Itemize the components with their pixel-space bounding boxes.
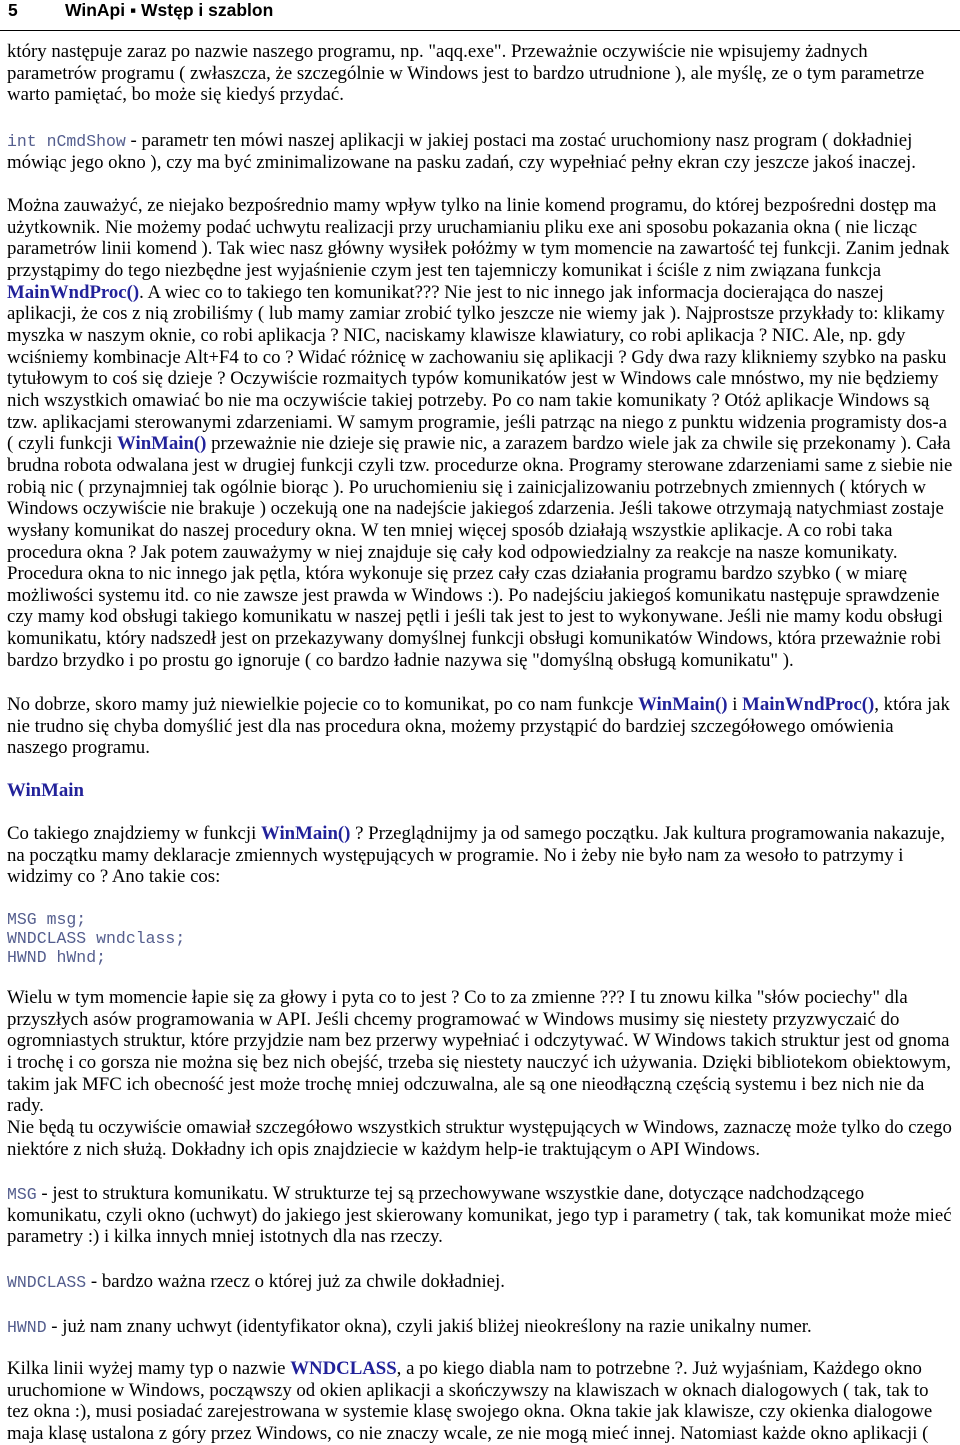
text-line: Procedura okna to nic innego jak pętla, która wykonuje się przez cały czas działania programu bardzo szybko ( w miarę: [7, 563, 908, 585]
inline-code: int nCmdShow: [7, 132, 126, 151]
function-name: MainWndProc(): [7, 281, 140, 303]
text-segment: No dobrze, skoro mamy już niewielkie pojecie co to komunikat, po co nam funkcje: [7, 694, 639, 715]
text-line: widzimy co ? Ano takie cos:: [7, 866, 221, 888]
paragraph: [7, 41, 924, 106]
function-name: WinMain(): [117, 433, 207, 455]
text-line: aplikacji, że cos z nią zrobiliśmy ( lub mamy zamiar zrobić tylko jeszcze nie wiemy jak ). Najprostsze przykłady to: klikamy: [7, 303, 945, 325]
code-line: MSG msg;: [7, 910, 87, 929]
text-line: myszka w naszym oknie, co robi aplikacja ? NIC, naciskamy klawisze klawiatury, co robi aplikacja ? NIC. Ale, np. gdy: [7, 324, 906, 346]
paragraph: [7, 130, 916, 173]
text-line: niektóre z nich służą. Dokładny ich opis znajdziecie w każdym help-ie traktującym o API Windows.: [7, 1138, 761, 1160]
text-line: [7, 1271, 505, 1293]
text-line: nie trudno się chyba domyślić jest dla nas procedura okna, możemy przystąpić do bardziej szczegółowego omówienia: [7, 715, 894, 737]
text-line: na początku mamy deklaracje zmiennych występujących w programie. No i żeby nie było nam za wesoło to patrzymy i: [7, 844, 904, 866]
header-title: WinApi ▪ Wstęp i szablon: [65, 0, 274, 20]
text-segment: Co takiego znajdziemy w funkcji: [7, 823, 261, 844]
text-line: [7, 823, 945, 845]
text-line: komunikatu, który nadszedł jest on przekazywany domyślnej funkcji obsługi komunikatów Windows, która przeważnie robi: [7, 628, 942, 650]
text-segment: . A wiec co to takiego ten komunikat??? Nie jest to nic innego jak informacja docierająca do naszej: [139, 281, 884, 303]
text-line: [7, 1183, 864, 1205]
text-segment: ( czyli funkcji: [7, 433, 118, 455]
paragraph: [7, 1271, 505, 1293]
text-line: [7, 130, 912, 152]
text-segment: - bardzo ważna rzecz o której już za chwile dokładniej.: [86, 1271, 505, 1292]
text-line: rady.: [7, 1095, 44, 1117]
text-line: tzw. aplikacjami sterowanymi zdarzeniami. W samym programie, jeśli patrząc na niego z punktu widzenia programisty dos-a: [7, 411, 947, 433]
text-line: [7, 1316, 812, 1338]
text-line: [7, 282, 884, 304]
paragraph: [7, 1183, 952, 1248]
text-segment: Kilka linii wyżej mamy typ o nazwie: [7, 1358, 291, 1379]
text-line: czy mamy kod obsługi takiego komunikatu w naszej pętli i jeśli tak jest to jest to wykonywane. Jeśli nie mamy kodu obsługi: [7, 606, 943, 628]
text-line: parametry :) i kilka innych mniej istotnych dla nas rzeczy.: [7, 1226, 443, 1248]
text-segment: - już nam znany uchwyt (identyfikator okna), czyli jakiś bliżej nieokreślony na razie unikalny numer.: [46, 1316, 812, 1337]
text-line: brudna robota odwalana jest w drugiej funkcji czyli tzw. procedurze okna. Programy sterowane zdarzeniami same z siebie nie: [7, 454, 953, 476]
text-line: Windows oczywiście nie brakuje ) oczekują one na nadejście jakiegoś zdarzenia. Jeśli takowe otrzymają natychmiast zostaje: [7, 498, 944, 520]
function-name: MainWndProc(): [742, 694, 875, 715]
text-segment: , która jak: [874, 694, 950, 715]
text-line: takim jak MFC ich obecność jest może trochę mniej odczuwalna, ale są one nieodłączną częścią systemu i bez nich nie da: [7, 1073, 925, 1095]
text-line: uruchomione w Windows, począwszy od okien aplikacji a skończywszy na klawiszach w oknach dialogowych ( tak, tak to: [7, 1379, 929, 1401]
text-segment: - parametr ten mówi naszej aplikacji w jakiej postaci ma zostać uruchomiony nasz program ( dokładniej: [125, 130, 913, 151]
page-number: 5: [8, 0, 18, 20]
text-line: który następuje zaraz po nazwie naszego programu, np. "aqq.exe". Przeważnie oczywiście nie wpisujemy żadnych: [7, 41, 868, 62]
code-block: [7, 910, 185, 967]
text-line: procedura okna ? Jak potem zauważymy w niej znajduje się cały kod odpowiedzialny za reakcje na nasze komunikaty.: [7, 541, 898, 563]
paragraph: [7, 195, 952, 671]
text-line: naszego programu.: [7, 737, 150, 759]
text-line: Można zauważyć, ze niejako bezpośrednio mamy wpływ tylko na linie komend programu, do której bezpośredni dostęp ma: [7, 195, 937, 216]
text-line: [7, 433, 951, 455]
text-line: bardzo brzydko i po prostu go ignoruje ( co bardzo ładnie nazywa się "domyślną obsługą komunikatu" ).: [7, 649, 794, 671]
text-line: [7, 694, 950, 716]
text-line: komunikatu, czyli okno (uchwyt) do jakiego jest skierowany komunikat, jego typ i parametry ( tak, tak komunikat może mieć: [7, 1204, 952, 1226]
text-line: Nie będą tu oczywiście omawiał szczegółowo wszystkich struktur występujących w Windows, zaznaczę może tylko do czego: [7, 1116, 952, 1138]
section-heading: [7, 780, 84, 802]
text-line: przyszłych asów programowania w API. Jeśli chcemy programować w Windows musimy się niestety przyzwyczaić do: [7, 1008, 900, 1030]
type-name: WNDCLASS: [290, 1358, 397, 1379]
paragraph: [7, 1358, 932, 1445]
code-line: HWND hWnd;: [7, 948, 107, 967]
text-line: i trochę i co gorsza nie można się bez nich obejść, trzeba się niestety nauczyć ich używania. Dzięki bibliotekom obiektowym,: [7, 1051, 951, 1073]
text-line: [7, 1358, 922, 1380]
text-line: wysłany komunikat do naszej procedury okna. W ten mniej więcej sposób działają wszystkie aplikacje. A co robi taka: [7, 519, 893, 541]
text-segment: - jest to struktura komunikatu. W strukturze tej są przechowywane wszystkie dane, dotyczące nadchodzącego: [36, 1183, 865, 1204]
text-segment: przeważnie nie dzieje się prawie nic, a zarazem bardzo wiele jak za chwile się przekonamy ). Cała: [206, 433, 951, 455]
text-segment: , a po kiego diabla nam to potrzebne ?. Już wyjaśniam, Każdego okno: [396, 1358, 922, 1379]
section-heading-text: WinMain: [7, 780, 84, 801]
paragraph: [7, 1316, 812, 1338]
text-line: robią nic ( przynajmniej tak ogólnie biorąc ). Po uruchomieniu się i zainicjalizowaniu potrzebnych zmiennych ( których w: [7, 476, 926, 498]
text-line: tytułowym to coś się dzieje ? Oczywiście rozmaitych typów komunikatów jest w Windows cale mnóstwo, my nie będziemy: [7, 368, 939, 390]
function-name: WinMain(): [261, 823, 351, 844]
text-line: wciśniemy kombinacje Alt+F4 to co ? Widać różnicę w zachowaniu się aplikacji ? Gdy dwa razy klikniemy szybko na pasku: [7, 346, 947, 368]
type-name: WNDCLASS: [7, 1273, 87, 1292]
text-line: maja klasę ustalona z góry przez Windows, co nie znaczy wcale, ze nie mogą mieć innej. Natomiast każde okno aplikacji (: [7, 1422, 929, 1444]
text-line: mówiąc jego okno ), czy ma być zminimalizowane na pasku zadań, czy wypełniać pełny ekran czy jeszcze jakoś inaczej.: [7, 151, 916, 173]
text-line: możliwości systemu itd. co nie zawsze jest prawda w Windows :). Po nadejściu jakiegoś komunikatu następuje sprawdzenie: [7, 584, 940, 606]
page-header: [0, 0, 960, 31]
paragraph: [7, 694, 950, 759]
code-line: WNDCLASS wndclass;: [7, 929, 186, 948]
type-name: HWND: [7, 1318, 47, 1337]
text-line: warto pamiętać, bo może się kiedyś przydać.: [7, 84, 344, 106]
text-line: parametrów linii komend ). Tak wiec nasz główny wysiłek połóżmy w tym momencie na zawartość tej funkcji. Zanim jednak: [7, 238, 950, 260]
function-name: WinMain(): [638, 694, 728, 715]
text-line: ogromniastych struktur, które przyjdzie nam bez przerwy wypełniać i odczytywać. W Windows takich struktur jest od gnoma: [7, 1030, 950, 1052]
text-line: użytkownik. Nie możemy podać uchwytu realizacji przy uruchamianiu pliku exe ani sposobu pokazania okna ( nie licząc: [7, 216, 918, 238]
text-line: nich wszystkich omawiać bo nie ma oczywiście takiej potrzeby. Po co nam takie komunikaty ? Otóż aplikacje Windows są: [7, 389, 930, 411]
paragraph: [7, 823, 945, 888]
text-line: Wielu w tym momencie łapie się za głowy i pyta co to jest ? Co to za zmienne ??? I tu znowu kilka "słów pociechy" dla: [7, 987, 908, 1008]
text-line: przystąpimy do tego niezbędne jest wyjaśnienie czym jest ten tajemniczy komunikat i ściśle z nim związana funkcja: [7, 259, 882, 281]
text-line: tez okna :), musi posiadać zarejestrowana w systemie klasę swojego okna. Okna takie jak klawisze, czy okienka dialogowe: [7, 1401, 933, 1423]
paragraph: [7, 987, 952, 1160]
text-line: parametrów programu ( zwłaszcza, że szczególnie w Windows jest to bardzo utrudnione ), ale myślę, ze o tym parametrze: [7, 62, 925, 84]
text-segment: i: [727, 694, 743, 715]
text-segment: ? Przeglądnijmy ja od samego początku. Jak kultura programowania nakazuje,: [350, 823, 945, 844]
type-name: MSG: [7, 1185, 37, 1204]
